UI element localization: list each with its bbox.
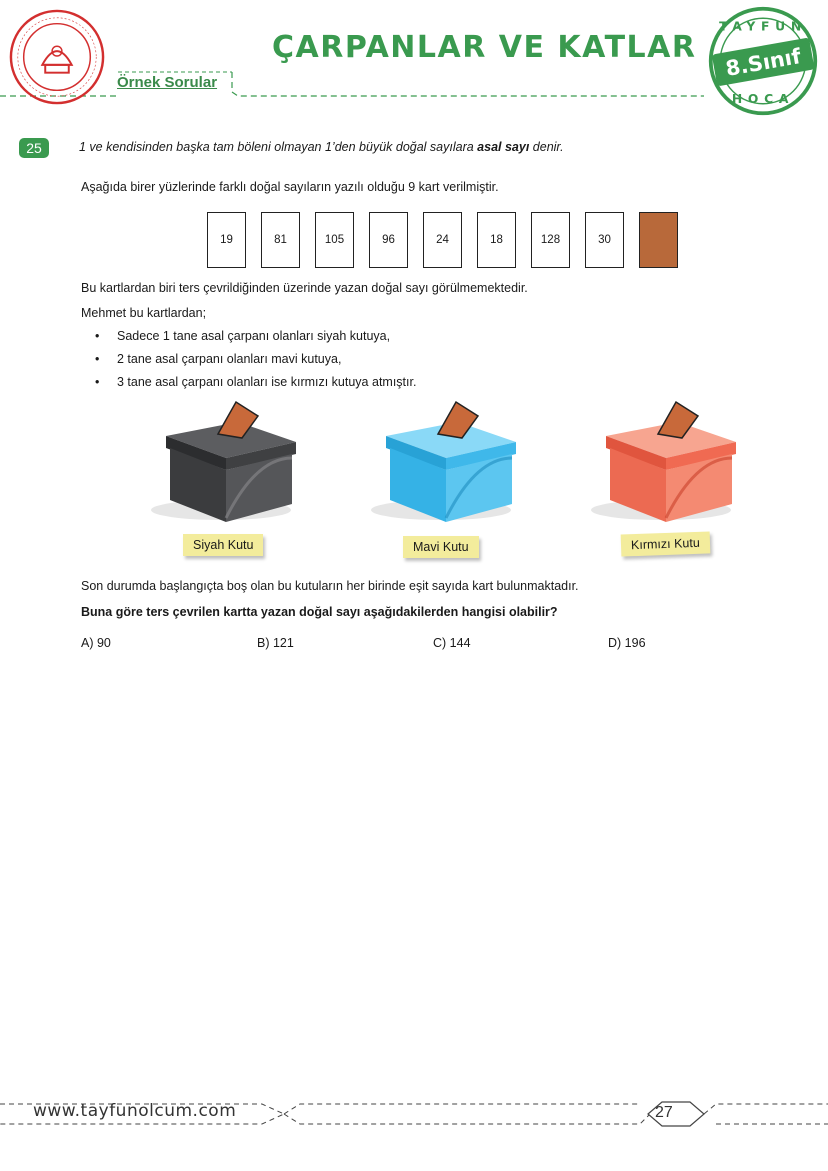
page-title: ÇARPANLAR VE KATLAR [272,30,697,65]
hidden-card [639,212,678,268]
tayfun-hoca-badge [706,4,820,118]
card: 19 [207,212,246,268]
ministry-seal-icon [8,8,106,106]
header-dashed-line [0,0,828,130]
option-c[interactable]: C) 144 [433,636,471,650]
rule-text: 2 tane asal çarpanı olanları mavi kutuya, [117,352,342,366]
card: 18 [477,212,516,268]
rule-text: Sadece 1 tane asal çarpanı olanları siyah kutuya, [117,329,391,343]
intro-text-end: denir. [529,140,564,154]
paragraph-equal-cards: Son durumda başlangıçta boş olan bu kutuların her birinde eşit sayıda kart bulunmaktadır. [81,579,579,593]
paragraph-cards-intro: Aşağıda birer yüzlerinde farklı doğal sayıların yazılı olduğu 9 kart verilmiştir. [81,180,499,194]
card: 128 [531,212,570,268]
rules-list [95,329,416,398]
black-ballot-box-icon [146,398,296,526]
blue-box-label: Mavi Kutu [403,536,479,558]
card: 81 [261,212,300,268]
list-item: • Sadece 1 tane asal çarpanı olanları siyah kutuya, [95,329,416,352]
website-link[interactable]: www.tayfunolcum.com [33,1101,237,1121]
list-item: • 2 tane asal çarpanı olanları mavi kutuya, [95,352,416,375]
rule-text: 3 tane asal çarpanı olanları ise kırmızı kutuya atmıştır. [117,375,417,389]
card-row [207,212,678,268]
page-header [0,0,828,130]
option-b[interactable]: B) 121 [257,636,294,650]
card: 24 [423,212,462,268]
paragraph-hidden-card: Bu kartlardan biri ters çevrildiğinden üzerinde yazan doğal sayı görülmemektedir. [81,281,528,295]
page-number: 27 [655,1104,673,1121]
badge-grade: 8.Sınıf [723,44,803,81]
intro-keyword: asal sayı [477,140,530,154]
red-box-label: Kırmızı Kutu [621,531,710,556]
section-label: Örnek Sorular [117,74,218,91]
badge-top-text: TAYFUN [719,19,807,34]
black-box-label: Siyah Kutu [183,534,263,556]
blue-ballot-box-icon [366,398,516,526]
list-item: • 3 tane asal çarpanı olanları ise kırmızı kutuya atmıştır. [95,375,416,398]
card: 105 [315,212,354,268]
option-d[interactable]: D) 196 [608,636,646,650]
card: 30 [585,212,624,268]
card: 96 [369,212,408,268]
paragraph-mehmet: Mehmet bu kartlardan; [81,306,207,320]
question-intro [79,140,564,154]
question-prompt: Buna göre ters çevrilen kartta yazan doğal sayı aşağıdakilerden hangisi olabilir? [81,605,558,619]
intro-text-start: 1 ve kendisinden başka tam böleni olmayan 1’den büyük doğal sayılara [79,140,478,154]
question-number: 25 [19,138,49,158]
badge-bottom-text: HOCA [731,91,795,106]
option-a[interactable]: A) 90 [81,636,111,650]
red-ballot-box-icon [586,398,736,526]
